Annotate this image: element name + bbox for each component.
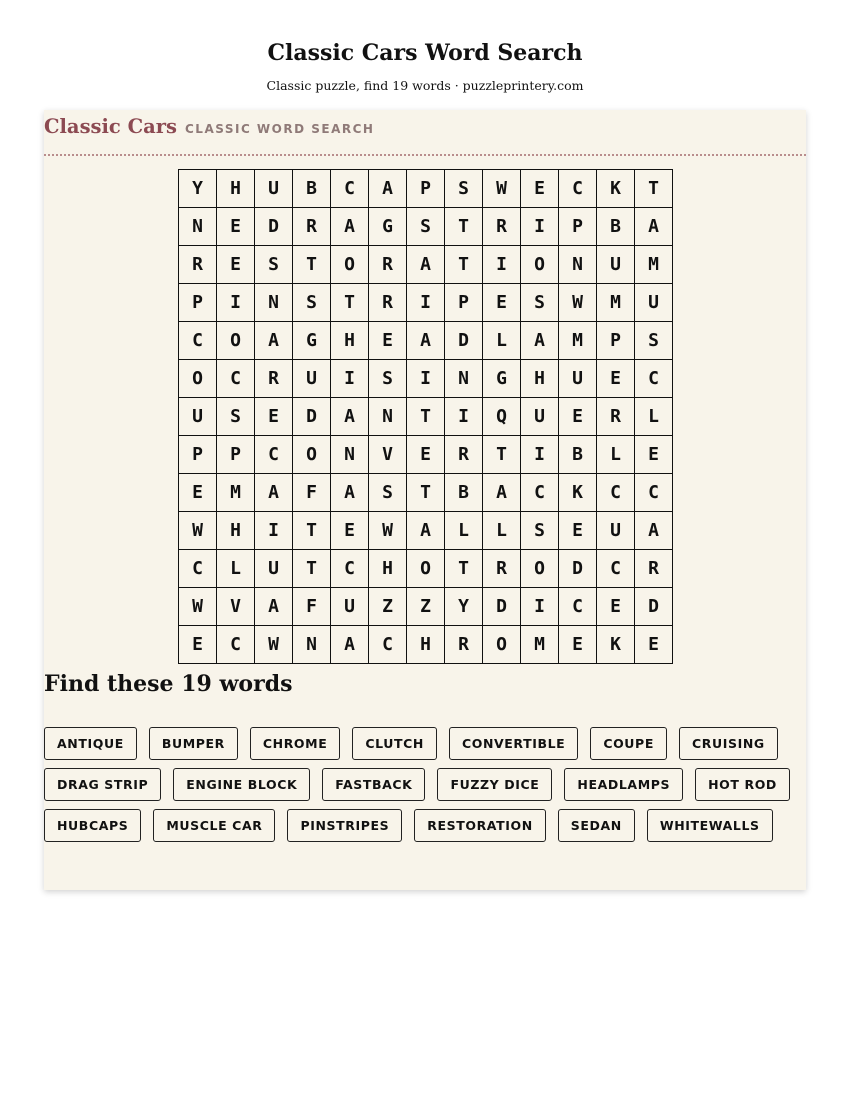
brand-subtitle: CLASSIC WORD SEARCH <box>185 122 375 136</box>
word-chip[interactable]: BUMPER <box>149 727 238 760</box>
grid-cell[interactable]: H <box>217 170 255 208</box>
grid-cell[interactable]: C <box>369 626 407 664</box>
word-chip[interactable]: RESTORATION <box>414 809 546 842</box>
word-chip[interactable]: ANTIQUE <box>44 727 137 760</box>
grid-cell[interactable]: D <box>635 588 673 626</box>
grid-cell[interactable]: R <box>369 284 407 322</box>
grid-cell[interactable]: D <box>483 588 521 626</box>
grid-cell[interactable]: I <box>521 208 559 246</box>
grid-cell[interactable]: T <box>445 208 483 246</box>
grid-cell[interactable]: B <box>559 436 597 474</box>
word-chip[interactable]: COUPE <box>590 727 667 760</box>
grid-cell[interactable]: Y <box>179 170 217 208</box>
grid-cell[interactable]: W <box>483 170 521 208</box>
grid-cell[interactable]: M <box>559 322 597 360</box>
grid-cell[interactable]: I <box>521 436 559 474</box>
grid-cell[interactable]: K <box>597 626 635 664</box>
grid-cell[interactable]: L <box>597 436 635 474</box>
grid-cell[interactable]: R <box>445 626 483 664</box>
word-chip[interactable]: DRAG STRIP <box>44 768 161 801</box>
grid-cell[interactable]: R <box>483 550 521 588</box>
grid-cell[interactable]: F <box>293 588 331 626</box>
grid-cell[interactable]: Y <box>445 588 483 626</box>
grid-cell[interactable]: Q <box>483 398 521 436</box>
grid-cell[interactable]: O <box>217 322 255 360</box>
grid-cell[interactable]: E <box>217 208 255 246</box>
grid-cell[interactable]: T <box>331 284 369 322</box>
grid-cell[interactable]: C <box>255 436 293 474</box>
grid-cell[interactable]: A <box>635 512 673 550</box>
grid-cell[interactable]: D <box>255 208 293 246</box>
grid-cell[interactable]: P <box>597 322 635 360</box>
grid-cell[interactable]: U <box>635 284 673 322</box>
grid-cell[interactable]: C <box>635 360 673 398</box>
grid-cell[interactable]: E <box>559 398 597 436</box>
word-chip[interactable]: FASTBACK <box>322 768 425 801</box>
grid-cell[interactable]: G <box>483 360 521 398</box>
grid-cell[interactable]: N <box>559 246 597 284</box>
grid-cell[interactable]: T <box>407 398 445 436</box>
grid-cell[interactable]: G <box>293 322 331 360</box>
grid-cell[interactable]: H <box>331 322 369 360</box>
grid-cell[interactable]: E <box>635 436 673 474</box>
grid-cell[interactable]: C <box>331 170 369 208</box>
grid-cell[interactable]: N <box>445 360 483 398</box>
grid-cell[interactable]: A <box>407 246 445 284</box>
grid-cell[interactable]: O <box>293 436 331 474</box>
grid-cell[interactable]: S <box>635 322 673 360</box>
grid-cell[interactable]: N <box>369 398 407 436</box>
grid-cell[interactable]: V <box>369 436 407 474</box>
grid-cell[interactable]: N <box>255 284 293 322</box>
grid-cell[interactable]: H <box>407 626 445 664</box>
grid-cell[interactable]: A <box>331 398 369 436</box>
word-chip[interactable]: CHROME <box>250 727 340 760</box>
grid-cell[interactable]: S <box>369 474 407 512</box>
grid-cell[interactable]: V <box>217 588 255 626</box>
grid-cell[interactable]: D <box>559 550 597 588</box>
grid-cell[interactable]: S <box>293 284 331 322</box>
grid-cell[interactable]: R <box>179 246 217 284</box>
page-title: Classic Cars Word Search <box>267 40 583 66</box>
word-chip[interactable]: HUBCAPS <box>44 809 141 842</box>
grid-cell[interactable]: U <box>331 588 369 626</box>
word-list-title: Find these 19 words <box>44 671 293 697</box>
grid-cell[interactable]: L <box>445 512 483 550</box>
grid-cell[interactable]: R <box>635 550 673 588</box>
grid-cell[interactable]: W <box>369 512 407 550</box>
grid-cell[interactable]: T <box>407 474 445 512</box>
grid-cell[interactable]: I <box>483 246 521 284</box>
brand-title: Classic Cars <box>44 115 177 138</box>
grid-cell[interactable]: A <box>369 170 407 208</box>
grid-cell[interactable]: R <box>445 436 483 474</box>
grid-cell[interactable]: E <box>179 474 217 512</box>
grid-cell[interactable]: I <box>407 284 445 322</box>
grid-cell[interactable]: W <box>179 512 217 550</box>
grid-cell[interactable]: T <box>483 436 521 474</box>
page-header <box>0 38 850 94</box>
grid-cell[interactable]: C <box>217 360 255 398</box>
word-chip[interactable]: ENGINE BLOCK <box>173 768 310 801</box>
grid-cell[interactable]: B <box>597 208 635 246</box>
grid-cell[interactable]: T <box>293 246 331 284</box>
grid-cell[interactable]: K <box>597 170 635 208</box>
grid-cell[interactable]: H <box>369 550 407 588</box>
word-chip[interactable]: FUZZY DICE <box>437 768 552 801</box>
grid-cell[interactable]: G <box>369 208 407 246</box>
grid-cell[interactable]: E <box>521 170 559 208</box>
grid-cell[interactable]: A <box>521 322 559 360</box>
grid-cell[interactable]: C <box>597 550 635 588</box>
grid-cell[interactable]: C <box>559 170 597 208</box>
grid-cell[interactable]: R <box>255 360 293 398</box>
grid-cell[interactable]: A <box>331 474 369 512</box>
grid-cell[interactable]: D <box>293 398 331 436</box>
word-chip[interactable]: PINSTRIPES <box>287 809 402 842</box>
grid-cell[interactable]: C <box>179 322 217 360</box>
grid-cell[interactable]: P <box>179 436 217 474</box>
grid-cell[interactable]: Z <box>407 588 445 626</box>
grid-cell[interactable]: A <box>407 322 445 360</box>
grid-cell[interactable]: B <box>445 474 483 512</box>
grid-cell[interactable]: U <box>255 170 293 208</box>
grid-cell[interactable]: E <box>179 626 217 664</box>
grid-cell[interactable]: E <box>255 398 293 436</box>
grid-cell[interactable]: U <box>521 398 559 436</box>
grid-cell[interactable]: T <box>445 550 483 588</box>
grid-cell[interactable]: E <box>559 626 597 664</box>
grid-cell[interactable]: W <box>179 588 217 626</box>
grid-cell[interactable]: R <box>483 208 521 246</box>
word-chip[interactable]: CRUISING <box>679 727 778 760</box>
grid-cell[interactable]: O <box>521 246 559 284</box>
grid-cell[interactable]: C <box>559 588 597 626</box>
grid-cell[interactable]: P <box>445 284 483 322</box>
grid-cell[interactable]: M <box>217 474 255 512</box>
grid-cell[interactable]: C <box>331 550 369 588</box>
grid-cell[interactable]: E <box>597 588 635 626</box>
grid-cell[interactable]: U <box>179 398 217 436</box>
grid-cell[interactable]: E <box>635 626 673 664</box>
grid-cell[interactable]: I <box>331 360 369 398</box>
grid-cell[interactable]: C <box>521 474 559 512</box>
word-chip[interactable]: SEDAN <box>558 809 635 842</box>
grid-cell[interactable]: O <box>521 550 559 588</box>
grid-cell[interactable]: W <box>559 284 597 322</box>
grid-cell[interactable]: U <box>597 246 635 284</box>
grid-cell[interactable]: P <box>559 208 597 246</box>
grid-cell[interactable]: N <box>293 626 331 664</box>
grid-cell[interactable]: C <box>179 550 217 588</box>
grid-cell[interactable]: B <box>293 170 331 208</box>
grid-cell[interactable]: S <box>407 208 445 246</box>
word-chip[interactable]: CONVERTIBLE <box>449 727 578 760</box>
grid-cell[interactable]: I <box>255 512 293 550</box>
grid-cell[interactable]: A <box>331 208 369 246</box>
grid-cell[interactable]: I <box>445 398 483 436</box>
grid-cell[interactable]: A <box>483 474 521 512</box>
word-chip[interactable]: HEADLAMPS <box>564 768 683 801</box>
grid-cell[interactable]: E <box>407 436 445 474</box>
grid-cell[interactable]: E <box>597 360 635 398</box>
grid-cell[interactable]: E <box>369 322 407 360</box>
grid-cell[interactable]: S <box>217 398 255 436</box>
grid-cell[interactable]: A <box>255 588 293 626</box>
grid-cell[interactable]: L <box>483 512 521 550</box>
grid-cell[interactable]: H <box>217 512 255 550</box>
grid-cell[interactable]: T <box>293 512 331 550</box>
grid-cell[interactable]: I <box>521 588 559 626</box>
puzzle-card <box>44 110 806 890</box>
card-header <box>44 110 806 156</box>
page-subtitle: Classic puzzle, find 19 words · puzzleprintery.com <box>266 78 584 93</box>
grid-cell[interactable]: W <box>255 626 293 664</box>
grid-cell[interactable]: C <box>217 626 255 664</box>
grid-cell[interactable]: I <box>407 360 445 398</box>
grid-cell[interactable]: R <box>597 398 635 436</box>
grid-cell[interactable]: I <box>217 284 255 322</box>
grid-cell[interactable]: Z <box>369 588 407 626</box>
grid-cell[interactable]: O <box>407 550 445 588</box>
grid-cell[interactable]: N <box>331 436 369 474</box>
grid-cell[interactable]: E <box>331 512 369 550</box>
grid-cell[interactable]: A <box>255 474 293 512</box>
grid-cell[interactable]: F <box>293 474 331 512</box>
letter-grid <box>178 169 673 664</box>
grid-cell[interactable]: L <box>635 398 673 436</box>
grid-cell[interactable]: P <box>179 284 217 322</box>
grid-cell[interactable]: P <box>217 436 255 474</box>
grid-cell[interactable]: C <box>635 474 673 512</box>
grid-cell[interactable]: S <box>369 360 407 398</box>
grid-cell[interactable]: E <box>217 246 255 284</box>
grid-cell[interactable]: N <box>179 208 217 246</box>
word-list <box>44 727 806 842</box>
grid-cell[interactable]: A <box>255 322 293 360</box>
word-chip[interactable]: CLUTCH <box>352 727 437 760</box>
grid-cell[interactable]: M <box>597 284 635 322</box>
grid-cell[interactable]: O <box>483 626 521 664</box>
grid-cell[interactable]: T <box>445 246 483 284</box>
grid-cell[interactable]: S <box>445 170 483 208</box>
grid-cell[interactable]: A <box>635 208 673 246</box>
grid-cell[interactable]: C <box>597 474 635 512</box>
grid-cell[interactable]: A <box>407 512 445 550</box>
grid-cell[interactable]: T <box>635 170 673 208</box>
grid-cell[interactable]: S <box>255 246 293 284</box>
grid-cell[interactable]: L <box>483 322 521 360</box>
grid-cell[interactable]: P <box>407 170 445 208</box>
grid-cell[interactable]: T <box>293 550 331 588</box>
grid-cell[interactable]: U <box>255 550 293 588</box>
grid-cell[interactable]: K <box>559 474 597 512</box>
grid-cell[interactable]: A <box>331 626 369 664</box>
grid-cell[interactable]: R <box>293 208 331 246</box>
grid-cell[interactable]: S <box>521 512 559 550</box>
grid-cell[interactable]: D <box>445 322 483 360</box>
grid-cell[interactable]: E <box>559 512 597 550</box>
grid-cell[interactable]: U <box>597 512 635 550</box>
word-chip[interactable]: MUSCLE CAR <box>153 809 275 842</box>
grid-cell[interactable]: L <box>217 550 255 588</box>
grid-cell[interactable]: E <box>483 284 521 322</box>
grid-cell[interactable]: H <box>521 360 559 398</box>
grid-cell[interactable]: M <box>521 626 559 664</box>
grid-cell[interactable]: U <box>293 360 331 398</box>
grid-cell[interactable]: S <box>521 284 559 322</box>
grid-cell[interactable]: M <box>635 246 673 284</box>
word-chip[interactable]: WHITEWALLS <box>647 809 773 842</box>
grid-cell[interactable]: O <box>331 246 369 284</box>
grid-cell[interactable]: O <box>179 360 217 398</box>
grid-cell[interactable]: U <box>559 360 597 398</box>
word-chip[interactable]: HOT ROD <box>695 768 790 801</box>
grid-cell[interactable]: R <box>369 246 407 284</box>
